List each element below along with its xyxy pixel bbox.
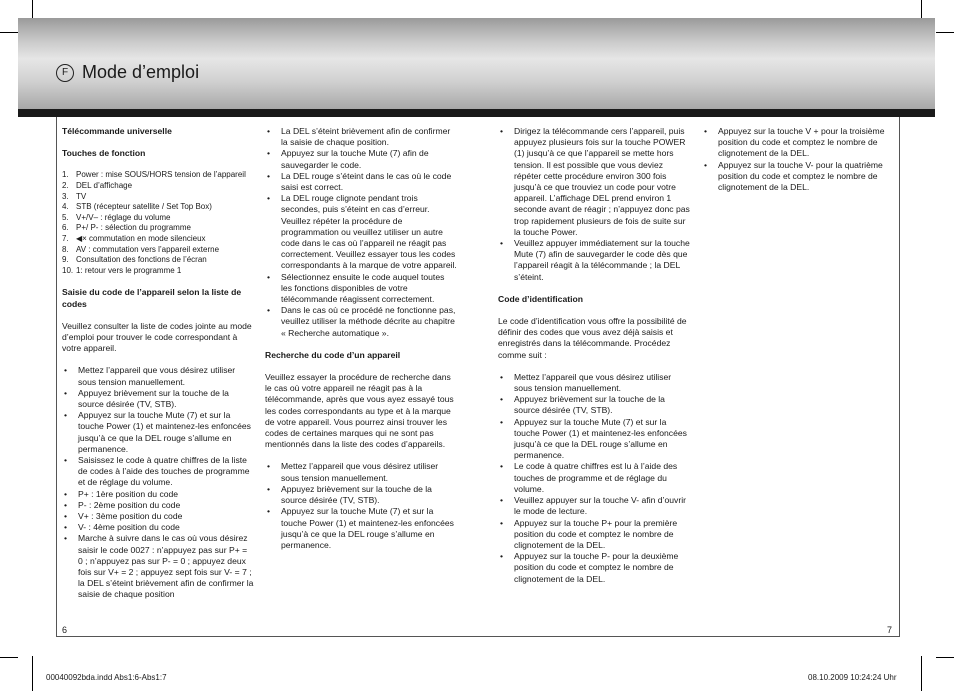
header-rule <box>18 109 935 117</box>
list-item: • Appuyez sur la touche Mute (7) afin de sauvegarder le code. <box>265 148 457 170</box>
list-item: • Veuillez appuyer immédiatement sur la touche Mute (7) afin de sauvegarder le code dès que l’appareil réagit à la télécommande ; la DEL s’éteint. <box>498 238 690 283</box>
list-item: 6. P+/ P- : sélection du programme <box>62 223 191 233</box>
list-item: • Appuyez sur la touche P+ pour la première position du code et comptez le nombre de clignotement de la DEL. <box>498 518 690 552</box>
page-number-right: 7 <box>887 625 893 635</box>
page-title <box>56 62 199 83</box>
list-item: 9. Consultation des fonctions de l’écran <box>62 255 207 265</box>
list-item: • Dirigez la télécommande cers l’appareil, puis appuyez plusieurs fois sur la touche POWER (1) jusqu’à ce que l’appareil se mette hors tension. Il est possible que vous deviez répéter cette procédure environ 300 fois jusqu’à ce que trouviez un code pour votre appareil. L’affichage DEL prend environ 1 seconde avant de réagir ; n’appuyez donc pas trop rapidement plusieurs de fois de suite sur la touche Power. <box>498 126 690 238</box>
list-item: • Appuyez brièvement sur la touche de la source désirée (TV, STB). <box>62 388 254 410</box>
list-item: 1. Power : mise SOUS/HORS tension de l’appareil <box>62 170 246 180</box>
list-item: • P+ : 1ère position du code <box>62 489 254 500</box>
list-item: 7. ◀× commutation en mode silencieux <box>62 233 206 243</box>
list-item: • Appuyez sur la touche Mute (7) et sur la touche Power (1) et maintenez-les enfoncées jusqu’à ce que la DEL rouge s’allume en permanence. <box>62 410 254 455</box>
crop-mark <box>0 32 18 33</box>
list-item: 4. STB (récepteur satellite / Set Top Box) <box>62 202 212 212</box>
crop-mark <box>921 656 922 691</box>
footer-timestamp: 08.10.2009 10:24:24 Uhr <box>808 673 897 682</box>
list-item: 8. AV : commutation vers l’appareil externe <box>62 244 220 254</box>
bullet-list <box>498 126 690 283</box>
list-item: 5. V+/V– : réglage du volume <box>62 212 171 222</box>
column-2 <box>265 126 457 551</box>
heading-function-keys: Touches de fonction <box>62 148 146 159</box>
page-number-left: 6 <box>62 625 68 635</box>
list-item: • Mettez l’appareil que vous désirez utiliser sous tension manuellement. <box>498 372 690 394</box>
bullet-list <box>265 461 457 551</box>
list-item: • V- : 4ème position du code <box>62 522 254 533</box>
bullet-list <box>265 126 457 339</box>
list-item: • La DEL rouge clignote pendant trois secondes, puis s’éteint en cas d’erreur. Veuillez répéter la procédure de programmation ou veuillez utiliser un autre code dans le cas où l’appareil ne réagit pas correctement. Veuillez essayer tous les codes correspondants à la marque de votre appareil. <box>265 193 457 271</box>
list-item: • Dans le cas où ce procédé ne fonctionne pas, veuillez utiliser la méthode décrite au chapitre « Recherche automatique ». <box>265 305 457 339</box>
list-item: • Appuyez brièvement sur la touche de la source désirée (TV, STB). <box>265 484 457 506</box>
list-item: • La DEL rouge s’éteint dans le cas où le code saisi est correct. <box>265 171 457 193</box>
bullet-list <box>62 365 254 600</box>
column-4 <box>702 126 894 193</box>
list-item: • Appuyez brièvement sur la touche de la source désirée (TV, STB). <box>498 394 690 416</box>
footer-file-info: 00040092bda.indd Abs1:6-Abs1:7 <box>46 673 167 682</box>
list-item: 10. 1: retour vers le programme 1 <box>62 265 182 275</box>
paragraph: Veuillez essayer la procédure de recherche dans le cas où votre appareil ne réagit pas à la télécommande, après que vous ayez essayé tous les codes correspondants au type et à la marque de votre appareil. Vous pourrez ainsi trouver les codes de certaines marques qui ne sont pas mentionnés dans la liste des codes d’appareils. <box>265 372 454 450</box>
list-item: 3. TV <box>62 191 87 201</box>
list-item: • Appuyez sur la touche Mute (7) et sur la touche Power (1) et maintenez-les enfoncées jusqu’à ce que la DEL rouge s’allume en permanence. <box>498 417 690 462</box>
list-item: • Appuyez sur la touche P- pour la deuxième position du code et comptez le nombre de clignotement de la DEL. <box>498 551 690 585</box>
title-text: Mode d’emploi <box>82 62 200 82</box>
column-1 <box>62 126 254 601</box>
function-list <box>62 170 254 276</box>
list-item: 2. DEL d’affichage <box>62 181 133 190</box>
list-item: • P- : 2ème position du code <box>62 500 254 511</box>
list-item: • Le code à quatre chiffres est lu à l’aide des touches de programme et de réglage du volume. <box>498 461 690 495</box>
list-item: • Veuillez appuyer sur la touche V- afin d’ouvrir le mode de lecture. <box>498 495 690 517</box>
language-badge: F <box>56 64 74 82</box>
list-item: • Mettez l’appareil que vous désirez utiliser sous tension manuellement. <box>62 365 254 387</box>
list-item: • Appuyez sur la touche Mute (7) et sur la touche Power (1) et maintenez-les enfoncées jusqu’à ce que la DEL rouge s’allume en permanence. <box>265 506 457 551</box>
list-item: • V+ : 3ème position du code <box>62 511 254 522</box>
bullet-list <box>498 372 690 585</box>
bullet-list <box>702 126 894 193</box>
list-item: • Appuyez sur la touche V- pour la quatrième position du code et comptez le nombre de clignotement de la DEL. <box>702 160 894 194</box>
heading-identification-code: Code d’identification <box>498 293 583 304</box>
crop-mark <box>921 0 922 18</box>
crop-mark <box>936 32 954 33</box>
crop-mark <box>32 656 33 691</box>
list-item: • Mettez l’appareil que vous désirez utiliser sous tension manuellement. <box>265 461 457 483</box>
crop-mark <box>32 0 33 18</box>
list-item: • La DEL s’éteint brièvement afin de confirmer la saisie de chaque position. <box>265 126 457 148</box>
list-item: • Saisissez le code à quatre chiffres de la liste de codes à l’aide des touches de programme et de réglage du volume. <box>62 455 254 489</box>
list-item: • Appuyez sur la touche V + pour la troisième position du code et comptez le nombre de clignotement de la DEL. <box>702 126 894 160</box>
list-item: • Sélectionnez ensuite le code auquel toutes les fonctions disponibles de votre télécommande réagissent correctement. <box>265 272 457 306</box>
crop-mark <box>0 657 18 658</box>
list-item: • Marche à suivre dans le cas où vous désirez saisir le code 0027 : n’appuyez pas sur P+ = 0 ; n’appuyez pas sur P- = 0 ; appuyez deux fois sur V+ = 2 ; appuyez sept fois sur V- = 7 ; la DEL s’éteint brièvement afin de confirmer la saisie de chaque position <box>62 533 254 600</box>
heading-code-entry: Saisie du code de l’appareil selon la liste de codes <box>62 287 242 309</box>
column-3 <box>498 126 690 585</box>
heading-code-search: Recherche du code d’un appareil <box>265 349 401 360</box>
paragraph: Veuillez consulter la liste de codes jointe au mode d’emploi pour trouver le code correspondant à votre appareil. <box>62 320 252 354</box>
crop-mark <box>936 657 954 658</box>
paragraph: Le code d’identification vous offre la possibilité de définir des codes que vous avez déjà saisis et enregistrés dans la télécommande. Procédez comme suit : <box>498 316 687 360</box>
heading-universal-remote: Télécommande universelle <box>62 126 172 136</box>
